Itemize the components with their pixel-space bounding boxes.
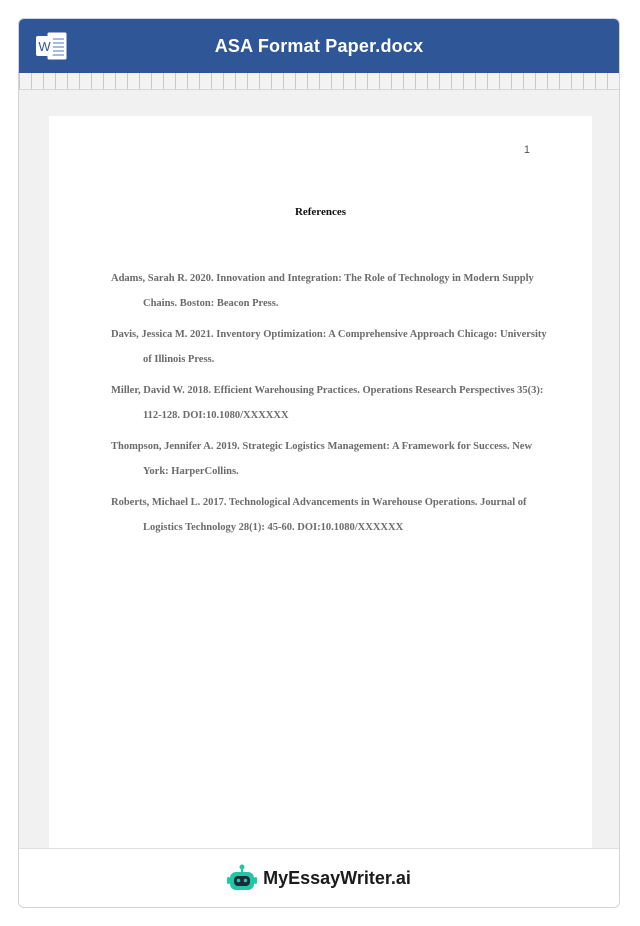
reference-entry: Miller, David W. 2018. Efficient Warehousing Practices. Operations Research Perspectives 35(3): 112-128. DOI:10.1080/XXXXXX [111,385,544,421]
reference-entry: Roberts, Michael L. 2017. Technological Advancements in Warehouse Operations. Journal of Logistics Technology 28(1): 45-60. DOI:10.1080/XXXXXX [111,497,527,533]
brand-logo[interactable] [227,863,411,893]
document-window [18,18,620,908]
references-list [111,266,558,546]
page-number: 1 [523,144,530,156]
footer [19,848,619,907]
word-icon[interactable] [35,31,69,61]
word-icon-letter: W [38,39,51,54]
reference-entry: Adams, Sarah R. 2020. Innovation and Integration: The Role of Technology in Modern Supply Chains. Boston: Beacon Press. [111,273,534,309]
document-page[interactable] [49,116,592,849]
brand-name: MyEssayWriter.ai [263,867,411,888]
reference-entry: Davis, Jessica M. 2021. Inventory Optimization: A Comprehensive Approach Chicago: University of Illinois Press. [111,329,547,365]
document-canvas [19,90,619,849]
title-bar [19,19,619,73]
document-title: ASA Format Paper.docx [214,35,424,56]
robot-logo-icon [227,863,257,893]
references-heading: References [294,206,347,218]
reference-entry: Thompson, Jennifer A. 2019. Strategic Logistics Management: A Framework for Success. New York: HarperCollins. [111,441,533,477]
ruler[interactable] [19,73,619,90]
